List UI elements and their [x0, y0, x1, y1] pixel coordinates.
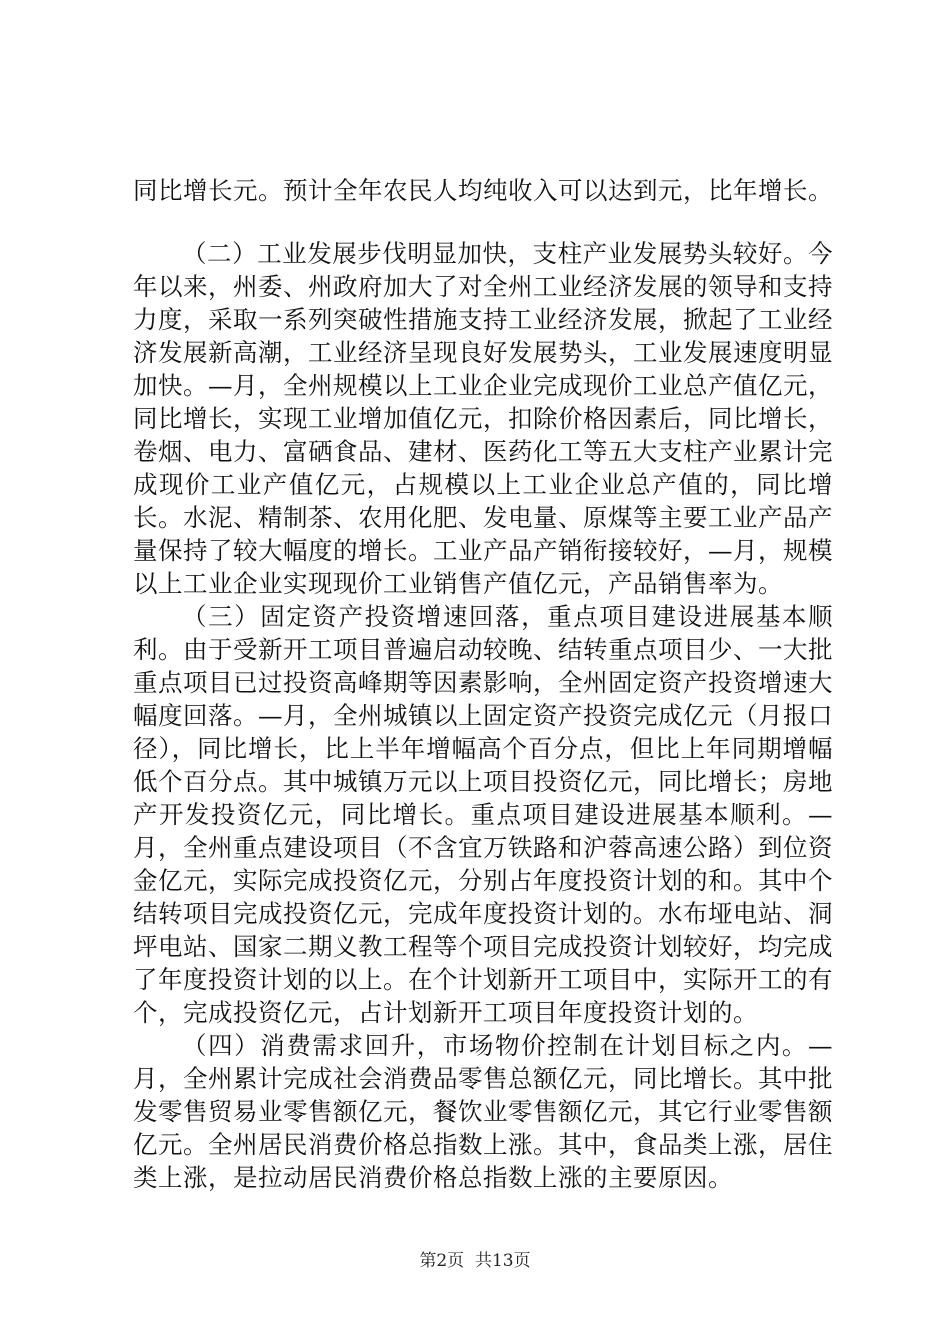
page-number-footer: 第2页 共13页: [419, 1251, 531, 1271]
paragraph-consumption: （四）消费需求回升，市场物价控制在计划目标之内。—月，全州累计完成社会消费品零售总额亿元，同比增长。其中批发零售贸易业零售额亿元，餐饮业零售额亿元，其它行业零售额亿元。全州居民消费价格总指数上涨。其中，食品类上涨，居住类上涨，是拉动居民消费价格总指数上涨的主要原因。: [133, 1031, 833, 1192]
paragraph-continuation: 同比增长元。预计全年农民人均纯收入可以达到元，比年增长。: [133, 176, 833, 205]
paragraph-industry: （二）工业发展步伐明显加快，支柱产业发展势头较好。今年以来，州委、州政府加大了对全州工业经济发展的领导和支持力度，采取一系列突破性措施支持工业经济发展，掀起了工业经济发展新高潮，工业经济呈现良好发展势头，工业发展速度明显加快。—月，全州规模以上工业企业完成现价工业总产值亿元，同比增长，实现工业增加值亿元，扣除价格因素后，同比增长，卷烟、电力、富硒食品、建材、医药化工等五大支柱产业累计完成现价工业产值亿元，占规模以上工业企业总产值的，同比增长。水泥、精制茶、农用化肥、发电量、原煤等主要工业产品产量保持了较大幅度的增长。工业产品产销衔接较好，—月，规模以上工业企业实现现价工业销售产值亿元，产品销售率为。: [133, 239, 833, 598]
paragraph-investment: （三）固定资产投资增速回落，重点项目建设进展基本顺利。由于受新开工项目普遍启动较晚、结转重点项目少、一大批重点项目已过投资高峰期等因素影响，全州固定资产投资增速大幅度回落。—月，全州城镇以上固定资产投资完成亿元（月报口径），同比增长，比上半年增幅高个百分点，但比上年同期增幅低个百分点。其中城镇万元以上项目投资亿元，同比增长；房地产开发投资亿元，同比增长。重点项目建设进展基本顺利。—月，全州重点建设项目（不含宜万铁路和沪蓉高速公路）到位资金亿元，实际完成投资亿元，分别占年度投资计划的和。其中个结转项目完成投资亿元，完成年度投资计划的。水布垭电站、洞坪电站、国家二期义教工程等个项目完成投资计划较好，均完成了年度投资计划的以上。在个计划新开工项目中，实际开工的有个，完成投资亿元，占计划新开工项目年度投资计划的。: [133, 602, 833, 1027]
document-body: [133, 174, 833, 1194]
